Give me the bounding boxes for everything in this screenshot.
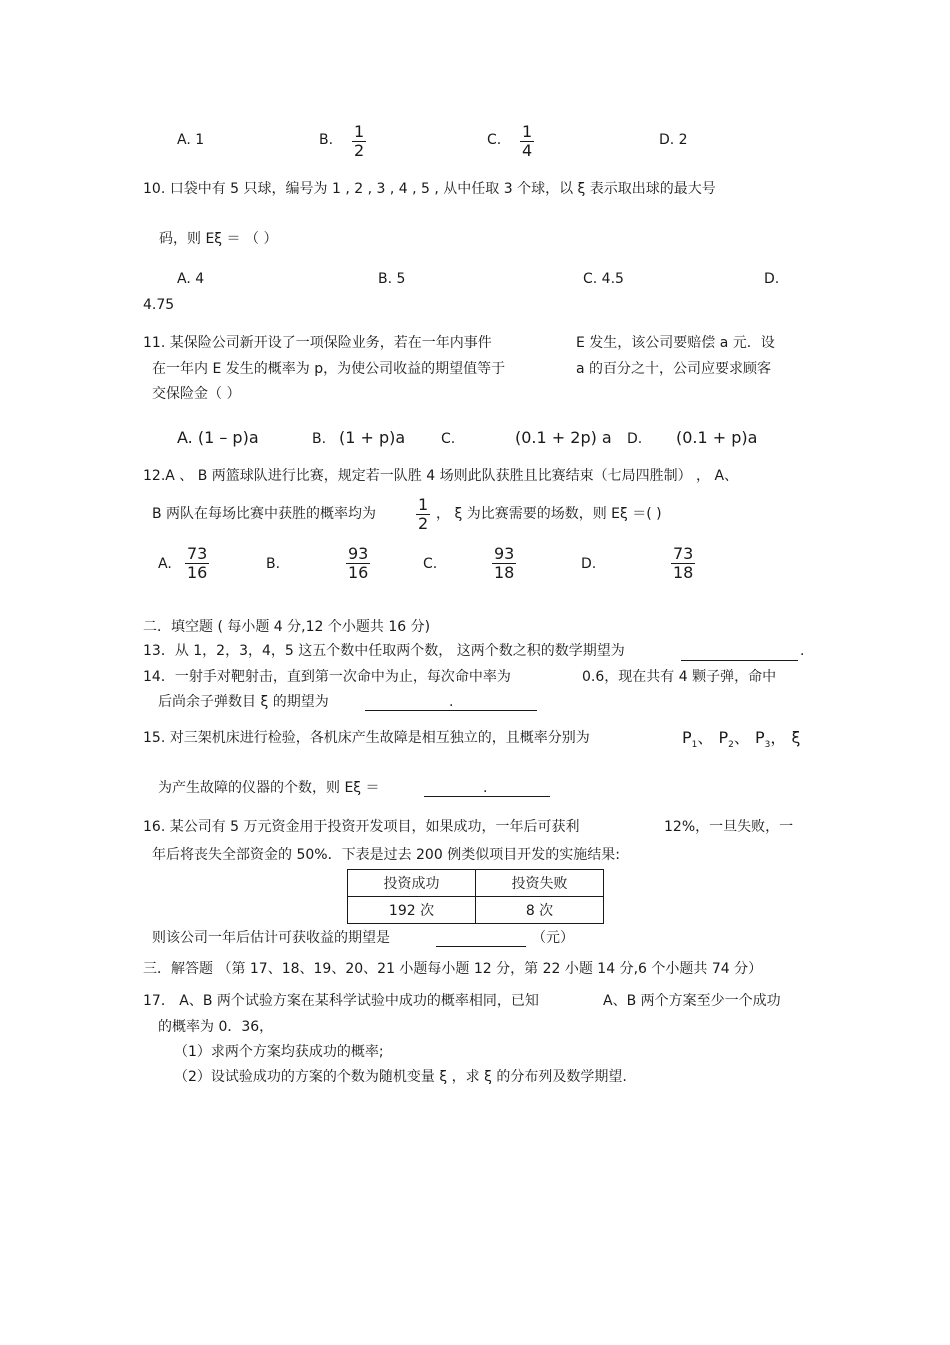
q16-stem-line3: 则该公司一年后估计可获收益的期望是 bbox=[152, 930, 390, 946]
p1-subscript: 1 bbox=[691, 740, 698, 751]
q11-option-d-label: D. bbox=[627, 431, 643, 447]
q12-stem-line2-end: ， ξ 为比赛需要的场数，则 Eξ ＝( ) bbox=[436, 506, 662, 522]
p3-symbol: P bbox=[754, 728, 765, 747]
q10-option-d: D. bbox=[764, 271, 780, 287]
q12-option-b-label: B. bbox=[266, 556, 281, 572]
fraction-denominator: 2 bbox=[354, 141, 365, 160]
fraction-denominator: 18 bbox=[494, 563, 515, 582]
q11-option-d: (0.1 + p)a bbox=[676, 428, 758, 447]
p3-subscript: 3 bbox=[764, 740, 771, 751]
q12-option-b-fraction bbox=[346, 545, 370, 582]
q11-stem-line2: 在一年内 E 发生的概率为 p，为使公司收益的期望值等于 bbox=[152, 361, 506, 377]
fraction-numerator: 73 bbox=[187, 544, 208, 563]
q17-stem-line1: 17． A、B 两个试验方案在某科学试验中成功的概率相同，已知 bbox=[143, 993, 539, 1009]
p2-subscript: 2 bbox=[728, 740, 734, 751]
table-header-success: 投资成功 bbox=[348, 870, 476, 897]
fraction-numerator: 1 bbox=[418, 495, 429, 514]
q9-option-b-fraction bbox=[352, 123, 366, 160]
q16-stem-line1-end: 12%，一旦失败，一 bbox=[664, 819, 794, 835]
q14-stem-line1: 14．一射手对靶射击，直到第一次命中为止，每次命中率为 bbox=[143, 669, 511, 685]
q9-option-a: A. 1 bbox=[177, 132, 205, 148]
section-2-title: 二．填空题 ( 每小题 4 分,12 个小题共 16 分) bbox=[143, 619, 431, 635]
q10-option-b: B. 5 bbox=[378, 271, 406, 287]
q10-option-c: C. 4.5 bbox=[583, 271, 624, 287]
q9-option-b-label: B. bbox=[319, 132, 334, 148]
q11-stem-line1-end: E 发生，该公司要赔偿 a 元．设 bbox=[576, 335, 775, 351]
table-cell-failure-count: 8 次 bbox=[476, 897, 604, 924]
q11-option-a: A. (1 – p)a bbox=[177, 428, 259, 447]
q10-stem-line1: 10. 口袋中有 5 只球，编号为 1 , 2 , 3 , 4 , 5 , 从中任取 3 个球，以 ξ 表示取出球的最大号 bbox=[143, 181, 716, 197]
q9-option-c-fraction bbox=[520, 123, 534, 160]
q9-option-c-label: C. bbox=[487, 132, 502, 148]
q12-option-c-label: C. bbox=[423, 556, 438, 572]
q14-stem-line1-end: 0.6，现在共有 4 颗子弹，命中 bbox=[582, 669, 777, 685]
q17-subquestion-1: （1）求两个方案均获成功的概率; bbox=[174, 1044, 384, 1060]
q12-option-a-label: A. bbox=[158, 556, 172, 572]
q10-stem-line2: 码，则 Eξ ＝ （ ） bbox=[159, 231, 278, 247]
q15-stem-line2: 为产生故障的仪器的个数，则 Eξ ＝ bbox=[158, 780, 380, 796]
q12-option-a-fraction bbox=[185, 545, 209, 582]
q15-probabilities: $P_1$、 $P_2$、 $P_3$， ξ bbox=[682, 728, 801, 751]
q15-blank-dot: . bbox=[483, 780, 488, 796]
fraction-denominator: 16 bbox=[348, 563, 369, 582]
q16-unit: （元） bbox=[532, 930, 574, 946]
p1-symbol: P bbox=[682, 728, 692, 747]
xi-symbol: ξ bbox=[791, 728, 801, 747]
table-header-row bbox=[348, 870, 604, 897]
q13-stem: 13．从 1，2，3，4，5 这五个数中任取两个数， 这两个数之积的数学期望为 bbox=[143, 643, 625, 659]
q12-stem-line1: 12.A 、 B 两篮球队进行比赛，规定若一队胜 4 场则此队获胜且比赛结束（七局四胜制） ， A、 bbox=[143, 468, 739, 484]
q10-option-a: A. 4 bbox=[177, 271, 205, 287]
q11-option-b-label: B. bbox=[312, 431, 327, 447]
fraction-numerator: 93 bbox=[348, 544, 369, 563]
fraction-numerator: 93 bbox=[494, 544, 515, 563]
q13-answer-blank[interactable] bbox=[681, 646, 798, 661]
q17-stem-line2: 的概率为 0．36， bbox=[158, 1019, 274, 1035]
q16-stem-line2: 年后将丧失全部资金的 50%．下表是过去 200 例类似项目开发的实施结果: bbox=[152, 847, 620, 863]
q12-stem-line2-start: B 两队在每场比赛中获胜的概率均为 bbox=[152, 506, 377, 522]
q12-option-c-fraction bbox=[492, 545, 516, 582]
q17-subquestion-2: （2）设试验成功的方案的个数为随机变量 ξ ，求 ξ 的分布列及数学期望. bbox=[174, 1069, 627, 1085]
q14-blank-dot: . bbox=[449, 694, 454, 710]
q15-stem-line1: 15. 对三架机床进行检验，各机床产生故障是相互独立的，且概率分别为 bbox=[143, 730, 590, 746]
fraction-denominator: 4 bbox=[522, 141, 533, 160]
q14-stem-line2: 后尚余子弹数目 ξ 的期望为 bbox=[158, 694, 329, 710]
fraction-denominator: 16 bbox=[187, 563, 208, 582]
table-row bbox=[348, 897, 604, 924]
fraction-denominator: 18 bbox=[673, 563, 694, 582]
q13-period: . bbox=[800, 643, 805, 659]
table-cell-success-count: 192 次 bbox=[348, 897, 476, 924]
q12-option-d-label: D. bbox=[581, 556, 597, 572]
q11-stem-line2-end: a 的百分之十，公司应要求顾客 bbox=[576, 361, 772, 377]
fraction-numerator: 1 bbox=[522, 122, 533, 141]
q11-option-c-label: C. bbox=[441, 431, 456, 447]
q16-stem-line1: 16. 某公司有 5 万元资金用于投资开发项目，如果成功，一年后可获利 bbox=[143, 819, 580, 835]
section-3-title: 三．解答题 （第 17、18、19、20、21 小题每小题 12 分，第 22 小题 14 分,6 个小题共 74 分） bbox=[143, 961, 763, 977]
q11-option-b: (1 + p)a bbox=[339, 428, 406, 447]
q11-option-c: (0.1 + 2p) a bbox=[515, 428, 612, 447]
fraction-denominator: 2 bbox=[418, 514, 429, 533]
fraction-numerator: 1 bbox=[354, 122, 365, 141]
p2-symbol: P bbox=[718, 728, 729, 747]
fraction-numerator: 73 bbox=[673, 544, 694, 563]
q11-stem-line1: 11. 某保险公司新开设了一项保险业务，若在一年内事件 bbox=[143, 335, 492, 351]
q17-stem-line1-end: A、B 两个方案至少一个成功 bbox=[603, 993, 781, 1009]
q9-option-d: D. 2 bbox=[659, 132, 688, 148]
table-header-failure: 投资失败 bbox=[476, 870, 604, 897]
investment-results-table bbox=[347, 869, 604, 924]
q11-stem-line3: 交保险金（ ） bbox=[152, 386, 241, 402]
q10-option-d-value: 4.75 bbox=[143, 297, 175, 313]
q12-half-fraction bbox=[416, 496, 430, 533]
q16-answer-blank[interactable] bbox=[436, 932, 526, 947]
q12-option-d-fraction bbox=[671, 545, 695, 582]
